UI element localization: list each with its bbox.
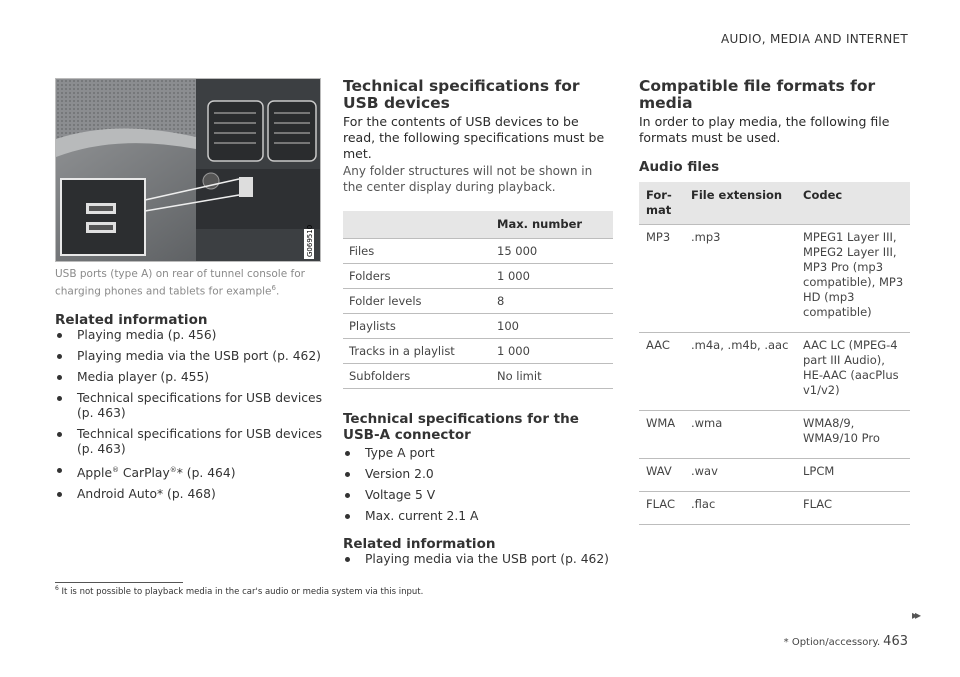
caption-footnote-ref[interactable]: 6 bbox=[271, 284, 276, 292]
table-row bbox=[639, 459, 910, 492]
table-cell: .mp3 bbox=[684, 225, 796, 333]
table-row bbox=[343, 238, 613, 263]
table-row bbox=[343, 338, 613, 363]
table-cell: WMA8/9, WMA9/10 Pro bbox=[796, 411, 910, 459]
related-info-heading: Related information bbox=[55, 311, 208, 328]
table-cell: 1 000 bbox=[491, 263, 613, 288]
usb-specs-body: Any folder structures will not be shown in the center display during playback. bbox=[343, 164, 593, 194]
table-cell: Subfolders bbox=[343, 363, 491, 388]
table-row bbox=[639, 411, 910, 459]
related-info-list bbox=[55, 328, 323, 502]
console-illustration bbox=[56, 79, 321, 262]
column-middle bbox=[343, 78, 613, 573]
table-cell: Files bbox=[343, 238, 491, 263]
table-row bbox=[343, 363, 613, 388]
audio-files-heading: Audio files bbox=[639, 159, 720, 175]
table-header-cell bbox=[343, 211, 491, 238]
page-number: 463 bbox=[883, 634, 908, 649]
footnote-divider bbox=[55, 582, 183, 583]
table-cell: Folder levels bbox=[343, 288, 491, 313]
table-header-cell: Max. number bbox=[491, 211, 613, 238]
table-cell: .flac bbox=[684, 492, 796, 525]
list-item: Max. current 2.1 A bbox=[343, 509, 613, 524]
usb-connector-list bbox=[343, 446, 613, 524]
column-left bbox=[55, 78, 323, 508]
page-footer bbox=[784, 634, 908, 649]
table-cell: FLAC bbox=[639, 492, 684, 525]
table-cell: WMA bbox=[639, 411, 684, 459]
audio-formats-table bbox=[639, 182, 910, 525]
table-header-cell: Codec bbox=[796, 182, 910, 225]
table-cell: AAC LC (MPEG-4 part III Audio), HE-AAC (aacPlus v1/v2) bbox=[796, 333, 910, 411]
table-cell: Playlists bbox=[343, 313, 491, 338]
table-cell: AAC bbox=[639, 333, 684, 411]
footnote bbox=[55, 585, 423, 597]
table-row bbox=[639, 492, 910, 525]
table-cell: MPEG1 Layer III, MPEG2 Layer III, MP3 Pro (mp3 compatible), MP3 HD (mp3 compatible) bbox=[796, 225, 910, 333]
usb-ports-photo bbox=[55, 78, 321, 262]
table-cell: FLAC bbox=[796, 492, 910, 525]
table-cell: LPCM bbox=[796, 459, 910, 492]
related-info-list-2 bbox=[343, 552, 613, 567]
related-link[interactable]: Technical specifications for USB devices (p. 463) bbox=[55, 427, 323, 457]
table-cell: .m4a, .m4b, .aac bbox=[684, 333, 796, 411]
related-info-heading-2: Related information bbox=[343, 535, 496, 552]
list-item: Voltage 5 V bbox=[343, 488, 613, 503]
photo-caption bbox=[55, 267, 323, 299]
table-cell: No limit bbox=[491, 363, 613, 388]
file-formats-lead: In order to play media, the following file formats must be used. bbox=[639, 114, 890, 145]
table-row bbox=[639, 333, 910, 411]
table-header-row bbox=[343, 211, 613, 238]
related-link[interactable]: Android Auto* (p. 468) bbox=[55, 487, 323, 502]
table-cell: MP3 bbox=[639, 225, 684, 333]
related-link[interactable]: Playing media (p. 456) bbox=[55, 328, 323, 343]
table-header-cell: File extension bbox=[684, 182, 796, 225]
table-header-cell: For- mat bbox=[639, 182, 684, 225]
list-item: Type A port bbox=[343, 446, 613, 461]
usb-limits-table bbox=[343, 211, 613, 389]
table-row bbox=[343, 313, 613, 338]
footnote-text: It is not possible to playback media in the car's audio or media system via this input. bbox=[61, 586, 424, 597]
table-cell: 8 bbox=[491, 288, 613, 313]
list-item: Version 2.0 bbox=[343, 467, 613, 482]
column-right bbox=[639, 78, 910, 525]
table-cell: .wav bbox=[684, 459, 796, 492]
related-link[interactable]: Apple® CarPlay®* (p. 464) bbox=[55, 463, 323, 481]
table-row bbox=[343, 263, 613, 288]
photo-code: G069510 bbox=[306, 224, 314, 257]
table-cell: 100 bbox=[491, 313, 613, 338]
table-row bbox=[343, 288, 613, 313]
table-row bbox=[639, 225, 910, 333]
file-formats-heading: Compatible file formats for media bbox=[639, 77, 876, 112]
table-cell: .wma bbox=[684, 411, 796, 459]
table-cell: 1 000 bbox=[491, 338, 613, 363]
related-link[interactable]: Playing media via the USB port (p. 462) bbox=[343, 552, 613, 567]
related-link[interactable]: Technical specifications for USB devices (p. 463) bbox=[55, 391, 323, 421]
usb-specs-lead: For the contents of USB devices to be read, the following specifications must be met. bbox=[343, 114, 605, 161]
caption-text: USB ports (type A) on rear of tunnel console for charging phones and tablets for example bbox=[55, 268, 305, 298]
usb-connector-heading: Technical specifications for the USB-A connector bbox=[343, 410, 579, 443]
table-cell: Folders bbox=[343, 263, 491, 288]
related-link[interactable]: Playing media via the USB port (p. 462) bbox=[55, 349, 323, 364]
section-header: AUDIO, MEDIA AND INTERNET bbox=[721, 32, 908, 46]
table-cell: Tracks in a playlist bbox=[343, 338, 491, 363]
related-link[interactable]: Media player (p. 455) bbox=[55, 370, 323, 385]
option-note: * Option/accessory. bbox=[783, 637, 881, 648]
table-cell: 15 000 bbox=[491, 238, 613, 263]
table-cell: WAV bbox=[639, 459, 684, 492]
footnote-number: 6 bbox=[55, 585, 59, 592]
caption-end: . bbox=[275, 285, 280, 298]
next-page-arrows-icon[interactable]: ▸▸ bbox=[911, 608, 918, 622]
table-header-row bbox=[639, 182, 910, 225]
usb-specs-heading: Technical specifications for USB devices bbox=[343, 77, 580, 112]
